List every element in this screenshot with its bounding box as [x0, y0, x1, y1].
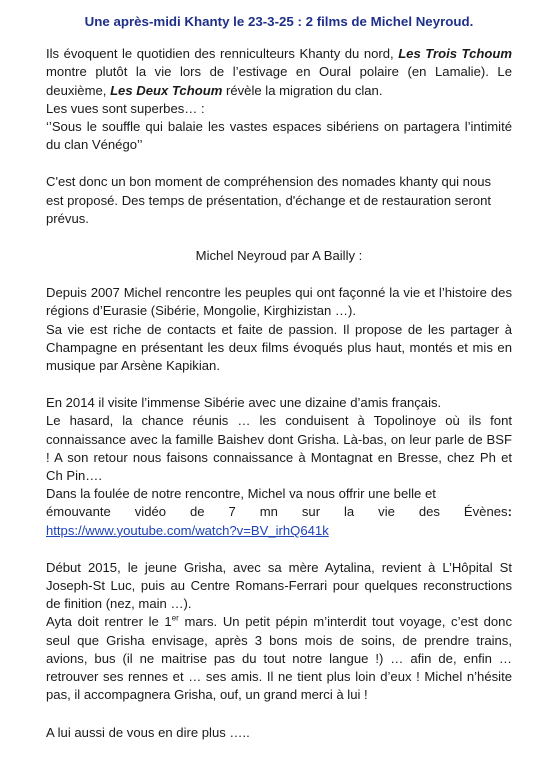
travel-text-3: Dans la foulée de notre rencontre, Michel va nous offrir une belle et — [46, 486, 436, 502]
closing-paragraph — [46, 724, 512, 742]
film-title-1: Les Trois Tchoum — [398, 46, 512, 62]
byline-text: Michel Neyroud par A Bailly : — [195, 248, 363, 264]
grisha-text-1: Début 2015, le jeune Grisha, avec sa mère Aytalina, revient à L’Hôpital St Joseph-St Luc, puis au Centre Romans-Ferrari pour quelques reconstructions de finition (nez, main …). — [46, 559, 512, 612]
word: vidéo — [134, 504, 167, 520]
word: Évènes — [463, 504, 508, 520]
summary-paragraph — [46, 173, 512, 228]
word: la — [344, 504, 355, 520]
travel-text-2: Le hasard, la chance réunis … les conduisent à Topolinoye où ils font connaissance avec la famille Baishev dont Grisha. Là-bas, on leur parle de BSF ! A son retour nous faisons connaissance à Montagnat en Bresse, chez Ph et Ch Pin…. — [46, 413, 512, 484]
word: sur — [301, 504, 321, 520]
closing-text: A lui aussi de vous en dire plus ….. — [46, 724, 250, 740]
word: des — [418, 504, 440, 520]
intro-paragraph — [46, 45, 512, 154]
grisha-text-2b: mars. Un petit pépin m’interdit tout voyage, c’est donc seul que Grisha envisage, après 3 bons mois de soins, de prendre trains, avions, bus (il ne maitrise pas du tout notre langue !) … afin de, enfin … retrouver ses rennes et … ses amis. Il ne tient plus loin d’eux ! Michel n’hésite pas, il accompagnera Grisha, ouf, un grand merci à lui ! — [46, 614, 512, 703]
summary-text: C'est donc un bon moment de compréhension des nomades khanty qui nous est proposé. Des temps de présentation, d'échange et de restauration seront prévus. — [46, 174, 492, 226]
word: mn — [259, 504, 278, 520]
grisha-text-2a: Ayta doit rentrer le 1 — [46, 614, 172, 630]
intro-line-1 — [46, 45, 512, 100]
page-title: Une après-midi Khanty le 23-3-25 : 2 films de Michel Neyroud. — [84, 14, 474, 29]
travel-paragraph — [46, 394, 512, 540]
bio-text-1: Depuis 2007 Michel rencontre les peuples qui ont façonné la vie et l’histoire des régions d’Eurasie (Sibérie, Mongolie, Kirghizistan …). — [46, 285, 512, 319]
youtube-link[interactable]: https://www.youtube.com/watch?v=BV_irhQ641k — [46, 522, 329, 538]
video-link-line — [46, 522, 512, 540]
intro-text-b: montre plutôt la vie lors de l’estivage en Oural polaire (en Lamalie). Le deuxième, — [46, 64, 512, 98]
ordinal-sup: er — [171, 614, 179, 624]
grisha-paragraph — [46, 559, 512, 705]
intro-text-c: révèle la migration du clan. — [222, 82, 383, 98]
film-title-2: Les Deux Tchoum — [110, 82, 223, 98]
word: vie — [378, 504, 395, 520]
intro-quote: ‘’Sous le souffle qui balaie les vastes espaces sibériens on partagera l’intimité du clan Vénégo’’ — [46, 119, 512, 153]
travel-text-1: En 2014 il visite l’immense Sibérie avec une dizaine d’amis français. — [46, 395, 442, 411]
intro-line-2: Les vues sont superbes… : — [46, 100, 205, 116]
word: de — [189, 504, 205, 520]
bio-text-2: Sa vie est riche de contacts et faite de passion. Il propose de les partager à Champagne en présentant les deux films évoqués plus haut, montés et mis en musique par Arsène Kapikian. — [46, 321, 512, 374]
bio-paragraph — [46, 284, 512, 375]
byline — [46, 247, 512, 265]
grisha-text-2 — [46, 613, 512, 704]
travel-text-4 — [46, 503, 512, 521]
intro-text-a: Ils évoquent le quotidien des renniculteurs Khanty du nord, — [46, 46, 399, 62]
word: 7 — [228, 504, 236, 520]
word: émouvante — [46, 504, 111, 520]
colon: : — [507, 504, 512, 520]
word-last — [464, 503, 512, 521]
